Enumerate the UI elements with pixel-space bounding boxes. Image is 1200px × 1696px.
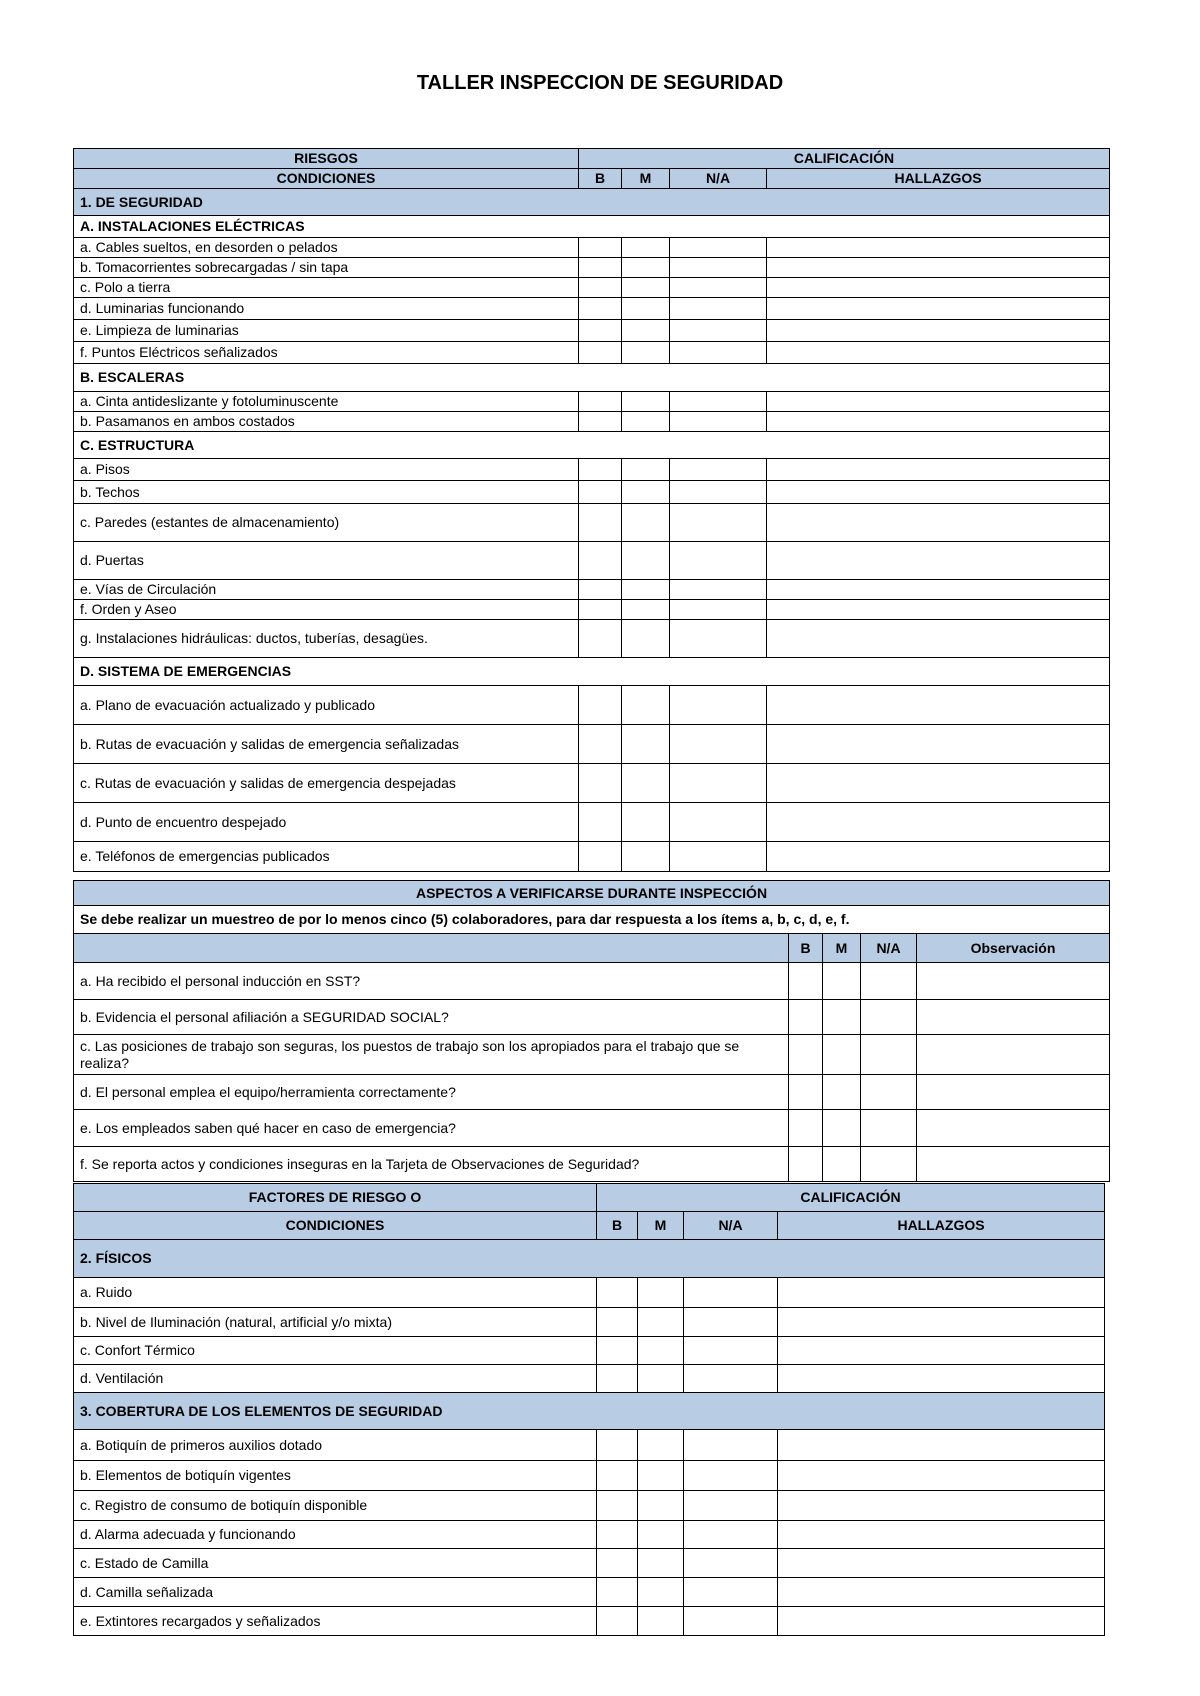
na-cell[interactable] — [670, 278, 767, 298]
item-label: b. Rutas de evacuación y salidas de emergencia señalizadas — [74, 725, 579, 764]
b-cell[interactable] — [789, 963, 823, 1000]
b-cell[interactable] — [579, 320, 622, 342]
findings-cell[interactable] — [778, 1521, 1105, 1549]
group-title: D. SISTEMA DE EMERGENCIAS — [74, 658, 1110, 686]
m-cell[interactable] — [823, 1147, 861, 1182]
table-row — [74, 600, 1110, 620]
m-cell[interactable] — [638, 1607, 684, 1636]
findings-cell[interactable] — [767, 542, 1110, 580]
findings-cell[interactable] — [778, 1549, 1105, 1578]
col-hallazgos-header: HALLAZGOS — [767, 169, 1110, 189]
header-condiciones: CONDICIONES — [74, 1212, 597, 1240]
table-row — [74, 580, 1110, 600]
table-row — [74, 1337, 1105, 1365]
col-na-header: N/A — [684, 1212, 778, 1240]
item-label: a. Botiquín de primeros auxilios dotado — [74, 1430, 597, 1461]
findings-cell[interactable] — [767, 392, 1110, 412]
m-cell[interactable] — [638, 1430, 684, 1461]
findings-cell[interactable] — [917, 1147, 1110, 1182]
m-cell[interactable] — [622, 764, 670, 803]
table-row — [74, 1278, 1105, 1308]
item-label: b. Tomacorrientes sobrecargadas / sin tapa — [74, 258, 579, 278]
findings-cell[interactable] — [778, 1337, 1105, 1365]
header-calificacion: CALIFICACIÓN — [597, 1184, 1105, 1212]
table-row — [74, 1365, 1105, 1393]
na-cell[interactable] — [670, 258, 767, 278]
m-cell[interactable] — [823, 963, 861, 1000]
na-cell[interactable] — [670, 580, 767, 600]
m-cell[interactable] — [622, 580, 670, 600]
b-cell[interactable] — [789, 1035, 823, 1075]
m-cell[interactable] — [622, 342, 670, 364]
findings-cell[interactable] — [767, 580, 1110, 600]
findings-cell[interactable] — [767, 600, 1110, 620]
blank-header-cell — [74, 934, 789, 963]
table-row — [74, 1000, 1110, 1035]
m-cell[interactable] — [638, 1549, 684, 1578]
table-row — [74, 620, 1110, 658]
findings-cell[interactable] — [778, 1461, 1105, 1491]
findings-cell[interactable] — [767, 238, 1110, 258]
na-cell[interactable] — [670, 459, 767, 481]
table-row — [74, 842, 1110, 872]
col-observacion-header: Observación — [917, 934, 1110, 963]
na-cell[interactable] — [684, 1491, 778, 1521]
m-cell[interactable] — [622, 686, 670, 725]
item-label: f. Se reporta actos y condiciones inseguras en la Tarjeta de Observaciones de Seguridad? — [74, 1147, 789, 1182]
na-cell[interactable] — [684, 1365, 778, 1393]
table-row — [74, 412, 1110, 432]
table-row — [74, 1430, 1105, 1461]
na-cell[interactable] — [670, 412, 767, 432]
table-row — [74, 238, 1110, 258]
findings-cell[interactable] — [767, 764, 1110, 803]
na-cell[interactable] — [861, 1110, 917, 1147]
b-cell[interactable] — [597, 1521, 638, 1549]
na-cell[interactable] — [861, 1000, 917, 1035]
header-riesgos: RIESGOS — [74, 149, 579, 169]
na-cell[interactable] — [670, 504, 767, 542]
b-cell[interactable] — [579, 620, 622, 658]
item-label: a. Pisos — [74, 459, 579, 481]
b-cell[interactable] — [579, 412, 622, 432]
col-m-header: M — [622, 169, 670, 189]
na-cell[interactable] — [670, 542, 767, 580]
b-cell[interactable] — [597, 1461, 638, 1491]
findings-cell[interactable] — [767, 842, 1110, 872]
na-cell[interactable] — [670, 320, 767, 342]
group-title: C. ESTRUCTURA — [74, 432, 1110, 459]
item-label: d. Alarma adecuada y funcionando — [74, 1521, 597, 1549]
item-label: c. Registro de consumo de botiquín disponible — [74, 1491, 597, 1521]
table-row — [74, 342, 1110, 364]
item-label: a. Ruido — [74, 1278, 597, 1308]
findings-cell[interactable] — [767, 686, 1110, 725]
b-cell[interactable] — [579, 459, 622, 481]
b-cell[interactable] — [789, 1110, 823, 1147]
header-condiciones: CONDICIONES — [74, 169, 579, 189]
na-cell[interactable] — [670, 842, 767, 872]
item-label: a. Plano de evacuación actualizado y publicado — [74, 686, 579, 725]
item-label: a. Cables sueltos, en desorden o pelados — [74, 238, 579, 258]
findings-cell[interactable] — [767, 342, 1110, 364]
table-row — [74, 481, 1110, 504]
item-label: a. Ha recibido el personal inducción en SST? — [74, 963, 789, 1000]
group-row — [74, 432, 1110, 459]
table-row — [74, 1035, 1110, 1075]
b-cell[interactable] — [579, 542, 622, 580]
b-cell[interactable] — [597, 1308, 638, 1337]
section-title: 2. FÍSICOS — [74, 1240, 1105, 1278]
na-cell[interactable] — [861, 1075, 917, 1110]
b-cell[interactable] — [579, 686, 622, 725]
col-m-header: M — [638, 1212, 684, 1240]
safety-inspection-table — [73, 148, 1110, 872]
m-cell[interactable] — [622, 725, 670, 764]
item-label: e. Limpieza de luminarias — [74, 320, 579, 342]
verification-title: ASPECTOS A VERIFICARSE DURANTE INSPECCIÓN — [74, 881, 1110, 906]
table-row — [74, 542, 1110, 580]
item-label: c. Polo a tierra — [74, 278, 579, 298]
item-label: c. Rutas de evacuación y salidas de emergencia despejadas — [74, 764, 579, 803]
findings-cell[interactable] — [767, 803, 1110, 842]
b-cell[interactable] — [579, 725, 622, 764]
b-cell[interactable] — [579, 278, 622, 298]
m-cell[interactable] — [622, 392, 670, 412]
col-b-header: B — [789, 934, 823, 963]
na-cell[interactable] — [670, 342, 767, 364]
b-cell[interactable] — [579, 481, 622, 504]
findings-cell[interactable] — [767, 298, 1110, 320]
findings-cell[interactable] — [917, 1075, 1110, 1110]
item-label: d. Ventilación — [74, 1365, 597, 1393]
item-label: c. Estado de Camilla — [74, 1549, 597, 1578]
document-title: TALLER INSPECCION DE SEGURIDAD — [416, 72, 784, 94]
item-label: d. Luminarias funcionando — [74, 298, 579, 320]
findings-cell[interactable] — [767, 459, 1110, 481]
item-label: d. Puertas — [74, 542, 579, 580]
findings-cell[interactable] — [767, 725, 1110, 764]
b-cell[interactable] — [597, 1578, 638, 1607]
item-label: d. El personal emplea el equipo/herramienta correctamente? — [74, 1075, 789, 1110]
m-cell[interactable] — [622, 238, 670, 258]
verification-aspects-table — [73, 880, 1110, 1182]
col-na-header: N/A — [670, 169, 767, 189]
na-cell[interactable] — [684, 1308, 778, 1337]
m-cell[interactable] — [638, 1461, 684, 1491]
findings-cell[interactable] — [767, 320, 1110, 342]
table-row — [74, 725, 1110, 764]
findings-cell[interactable] — [767, 504, 1110, 542]
m-cell[interactable] — [622, 320, 670, 342]
item-label: e. Teléfonos de emergencias publicados — [74, 842, 579, 872]
b-cell[interactable] — [597, 1365, 638, 1393]
b-cell[interactable] — [789, 1000, 823, 1035]
b-cell[interactable] — [789, 1075, 823, 1110]
table-row — [74, 504, 1110, 542]
col-m-header: M — [823, 934, 861, 963]
findings-cell[interactable] — [778, 1491, 1105, 1521]
b-cell[interactable] — [579, 803, 622, 842]
b-cell[interactable] — [579, 342, 622, 364]
findings-cell[interactable] — [778, 1278, 1105, 1308]
b-cell[interactable] — [579, 842, 622, 872]
findings-cell[interactable] — [767, 258, 1110, 278]
table-row — [74, 1549, 1105, 1578]
group-title: B. ESCALERAS — [74, 364, 1110, 392]
b-cell[interactable] — [579, 600, 622, 620]
na-cell[interactable] — [670, 481, 767, 504]
m-cell[interactable] — [823, 1000, 861, 1035]
table-row — [74, 278, 1110, 298]
b-cell[interactable] — [597, 1491, 638, 1521]
na-cell[interactable] — [670, 238, 767, 258]
b-cell[interactable] — [579, 504, 622, 542]
b-cell[interactable] — [579, 298, 622, 320]
item-label: b. Nivel de Iluminación (natural, artificial y/o mixta) — [74, 1308, 597, 1337]
table-row — [74, 1147, 1110, 1182]
b-cell[interactable] — [597, 1337, 638, 1365]
findings-cell[interactable] — [917, 1035, 1110, 1075]
findings-cell[interactable] — [917, 1110, 1110, 1147]
na-cell[interactable] — [670, 803, 767, 842]
findings-cell[interactable] — [778, 1308, 1105, 1337]
m-cell[interactable] — [622, 620, 670, 658]
item-label: c. Las posiciones de trabajo son seguras, los puestos de trabajo son los apropiados para el trabajo que se realiza? — [74, 1035, 789, 1075]
na-cell[interactable] — [684, 1430, 778, 1461]
col-b-header: B — [579, 169, 622, 189]
item-label: c. Confort Térmico — [74, 1337, 597, 1365]
section-title: 1. DE SEGURIDAD — [74, 189, 1110, 216]
m-cell[interactable] — [622, 600, 670, 620]
m-cell[interactable] — [622, 542, 670, 580]
item-label: b. Evidencia el personal afiliación a SEGURIDAD SOCIAL? — [74, 1000, 789, 1035]
findings-cell[interactable] — [778, 1365, 1105, 1393]
na-cell[interactable] — [670, 686, 767, 725]
table-row — [74, 803, 1110, 842]
m-cell[interactable] — [638, 1365, 684, 1393]
section-row — [74, 1393, 1105, 1430]
findings-cell[interactable] — [767, 481, 1110, 504]
table-row — [74, 764, 1110, 803]
group-row — [74, 364, 1110, 392]
m-cell[interactable] — [638, 1578, 684, 1607]
b-cell[interactable] — [597, 1430, 638, 1461]
na-cell[interactable] — [684, 1278, 778, 1308]
b-cell[interactable] — [597, 1278, 638, 1308]
col-b-header: B — [597, 1212, 638, 1240]
table-row — [74, 1461, 1105, 1491]
m-cell[interactable] — [823, 1035, 861, 1075]
findings-cell[interactable] — [767, 278, 1110, 298]
group-title: A. INSTALACIONES ELÉCTRICAS — [74, 216, 1110, 238]
findings-cell[interactable] — [778, 1430, 1105, 1461]
m-cell[interactable] — [622, 278, 670, 298]
table-row — [74, 1110, 1110, 1147]
header-calificacion: CALIFICACIÓN — [579, 149, 1110, 169]
table-row — [74, 298, 1110, 320]
m-cell[interactable] — [823, 1110, 861, 1147]
section-title: 3. COBERTURA DE LOS ELEMENTOS DE SEGURIDAD — [74, 1393, 1105, 1430]
na-cell[interactable] — [684, 1337, 778, 1365]
findings-cell[interactable] — [767, 412, 1110, 432]
m-cell[interactable] — [823, 1075, 861, 1110]
na-cell[interactable] — [861, 1147, 917, 1182]
item-label: b. Pasamanos en ambos costados — [74, 412, 579, 432]
na-cell[interactable] — [670, 600, 767, 620]
m-cell[interactable] — [638, 1278, 684, 1308]
item-label: f. Puntos Eléctricos señalizados — [74, 342, 579, 364]
m-cell[interactable] — [622, 412, 670, 432]
item-label: c. Paredes (estantes de almacenamiento) — [74, 504, 579, 542]
na-cell[interactable] — [684, 1549, 778, 1578]
na-cell[interactable] — [670, 620, 767, 658]
table-row — [74, 1578, 1105, 1607]
findings-cell[interactable] — [917, 1000, 1110, 1035]
findings-cell[interactable] — [778, 1578, 1105, 1607]
risk-factors-table — [73, 1183, 1105, 1636]
section-row — [74, 1240, 1105, 1278]
item-label: f. Orden y Aseo — [74, 600, 579, 620]
findings-cell[interactable] — [917, 963, 1110, 1000]
m-cell[interactable] — [638, 1491, 684, 1521]
na-cell[interactable] — [861, 1035, 917, 1075]
b-cell[interactable] — [579, 580, 622, 600]
b-cell[interactable] — [579, 764, 622, 803]
findings-cell[interactable] — [767, 620, 1110, 658]
na-cell[interactable] — [684, 1461, 778, 1491]
item-label: a. Cinta antideslizante y fotoluminuscente — [74, 392, 579, 412]
table-row — [74, 459, 1110, 481]
header-factores: FACTORES DE RIESGO O — [74, 1184, 597, 1212]
b-cell[interactable] — [597, 1549, 638, 1578]
b-cell[interactable] — [597, 1607, 638, 1636]
item-label: e. Vías de Circulación — [74, 580, 579, 600]
group-row — [74, 216, 1110, 238]
b-cell[interactable] — [579, 392, 622, 412]
m-cell[interactable] — [622, 481, 670, 504]
table-row — [74, 1491, 1105, 1521]
m-cell[interactable] — [622, 258, 670, 278]
item-label: d. Punto de encuentro despejado — [74, 803, 579, 842]
item-label: b. Techos — [74, 481, 579, 504]
table-row — [74, 320, 1110, 342]
findings-cell[interactable] — [778, 1607, 1105, 1636]
m-cell[interactable] — [622, 459, 670, 481]
m-cell[interactable] — [622, 803, 670, 842]
na-cell[interactable] — [670, 725, 767, 764]
table-row — [74, 1521, 1105, 1549]
group-row — [74, 658, 1110, 686]
table-row — [74, 258, 1110, 278]
m-cell[interactable] — [622, 842, 670, 872]
item-label: d. Camilla señalizada — [74, 1578, 597, 1607]
b-cell[interactable] — [579, 258, 622, 278]
item-label: b. Elementos de botiquín vigentes — [74, 1461, 597, 1491]
item-label: g. Instalaciones hidráulicas: ductos, tuberías, desagües. — [74, 620, 579, 658]
m-cell[interactable] — [638, 1308, 684, 1337]
table-row — [74, 963, 1110, 1000]
col-hallazgos-header: HALLAZGOS — [778, 1212, 1105, 1240]
table-row — [74, 1075, 1110, 1110]
item-label: e. Los empleados saben qué hacer en caso de emergencia? — [74, 1110, 789, 1147]
b-cell[interactable] — [789, 1147, 823, 1182]
item-label: e. Extintores recargados y señalizados — [74, 1607, 597, 1636]
na-cell[interactable] — [670, 764, 767, 803]
m-cell[interactable] — [638, 1337, 684, 1365]
table-row — [74, 686, 1110, 725]
table-row — [74, 392, 1110, 412]
na-cell[interactable] — [684, 1607, 778, 1636]
na-cell[interactable] — [861, 963, 917, 1000]
sampling-instruction: Se debe realizar un muestreo de por lo menos cinco (5) colaboradores, para dar respuesta a los ítems a, b, c, d, e, f. — [74, 906, 1110, 934]
na-cell[interactable] — [684, 1578, 778, 1607]
table-row — [74, 1607, 1105, 1636]
col-na-header: N/A — [861, 934, 917, 963]
m-cell[interactable] — [622, 504, 670, 542]
m-cell[interactable] — [638, 1521, 684, 1549]
na-cell[interactable] — [670, 392, 767, 412]
b-cell[interactable] — [579, 238, 622, 258]
table-row — [74, 1308, 1105, 1337]
na-cell[interactable] — [684, 1521, 778, 1549]
m-cell[interactable] — [622, 298, 670, 320]
na-cell[interactable] — [670, 298, 767, 320]
